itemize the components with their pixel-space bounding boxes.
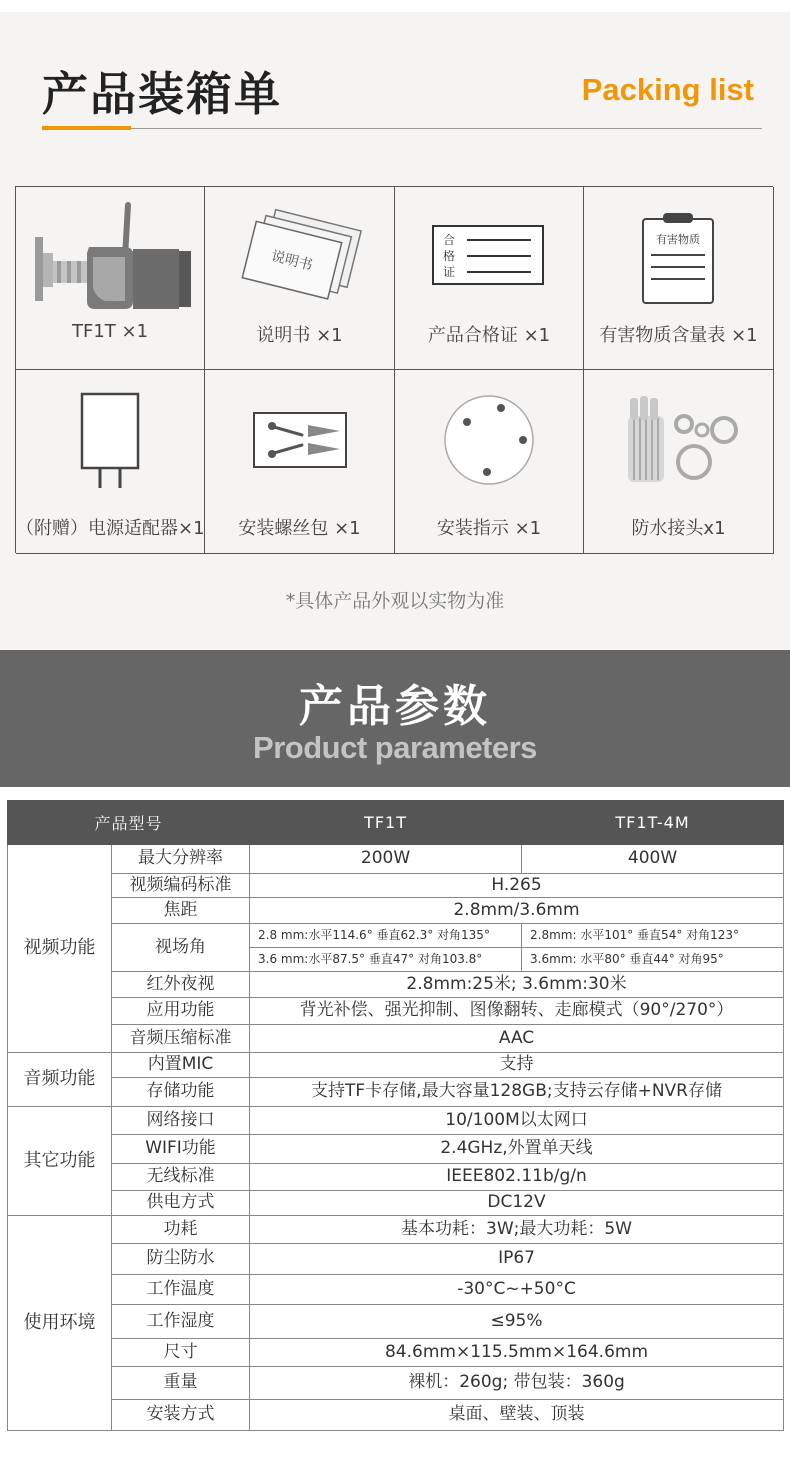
params-title-en: Product parameters: [253, 730, 537, 765]
cert-char-2: 格: [442, 249, 456, 263]
row-name: 焦距: [112, 898, 250, 924]
pack-label: 安装螺丝包 ×1: [238, 518, 361, 539]
table-row: [8, 1244, 784, 1275]
header-model-2: TF1T-4M: [522, 801, 784, 845]
pack-item-power-adapter: [16, 370, 205, 554]
header-model-1: TF1T: [250, 801, 522, 845]
table-header-row: [8, 801, 784, 845]
certificate-icon: [429, 222, 549, 292]
table-row: [8, 998, 784, 1025]
params-title-cn: 产品参数: [299, 681, 491, 732]
group-video: 视频功能: [8, 845, 112, 1053]
row-value: H.265: [250, 874, 784, 898]
row-value: IEEE802.11b/g/n: [250, 1164, 784, 1191]
clipboard-icon-text: 有害物质: [655, 233, 700, 246]
cert-char-1: 合: [442, 233, 456, 247]
row-value: 2.8 mm:水平114.6° 垂直62.3° 对角135°: [250, 924, 522, 948]
row-value: 桌面、壁装、顶装: [250, 1400, 784, 1431]
params-table: [7, 800, 784, 1431]
table-row: [8, 845, 784, 874]
row-name: 功耗: [112, 1216, 250, 1244]
top-strip: [0, 0, 790, 12]
row-name: 音频压缩标准: [112, 1025, 250, 1053]
appearance-note: *具体产品外观以实物为准: [285, 590, 505, 612]
pack-item-waterproof-connector: [584, 370, 774, 554]
row-name: 工作湿度: [112, 1305, 250, 1339]
pack-label: 产品合格证 ×1: [427, 325, 551, 346]
camera-icon: [25, 201, 195, 313]
waterproof-connector-icon: [614, 390, 744, 490]
row-name: 视频编码标准: [112, 874, 250, 898]
row-value: 2.8mm: 水平101° 垂直54° 对角123°: [522, 924, 784, 948]
title-divider: [42, 128, 762, 129]
table-row: [8, 1135, 784, 1164]
row-value: -30°C~+50°C: [250, 1275, 784, 1305]
pack-label: TF1T ×1: [71, 321, 149, 342]
pack-item-camera: [16, 187, 205, 370]
title-accent-bar: [42, 126, 131, 130]
row-name: 网络接口: [112, 1107, 250, 1135]
table-row: [8, 924, 784, 948]
table-row: [8, 874, 784, 898]
row-value: 84.6mm×115.5mm×164.6mm: [250, 1339, 784, 1367]
row-value: AAC: [250, 1025, 784, 1053]
pack-item-install-guide: [395, 370, 584, 554]
row-name: 最大分辨率: [112, 845, 250, 874]
pack-item-manual: [205, 187, 395, 370]
power-adapter-icon: [70, 384, 150, 496]
row-value: ≤95%: [250, 1305, 784, 1339]
pack-label: （附赠）电源适配器×1: [16, 518, 205, 539]
row-value: 背光补偿、强光抑制、图像翻转、走廊模式（90°/270°）: [250, 998, 784, 1025]
row-value: 支持: [250, 1053, 784, 1078]
table-row: [8, 1191, 784, 1216]
table-row: [8, 1400, 784, 1431]
row-value: 2.4GHz,外置单天线: [250, 1135, 784, 1164]
row-name: 红外夜视: [112, 972, 250, 998]
row-value: 2.8mm/3.6mm: [250, 898, 784, 924]
packing-title-en: Packing list: [581, 72, 754, 107]
packing-section: [0, 0, 790, 650]
row-name: 视场角: [112, 924, 250, 972]
manual-icon: [235, 207, 365, 307]
row-value: 3.6 mm:水平87.5° 垂直47° 对角103.8°: [250, 948, 522, 972]
table-row: [8, 1107, 784, 1135]
pack-label: 有害物质含量表 ×1: [599, 325, 758, 346]
group-other: 其它功能: [8, 1107, 112, 1216]
table-row: [8, 1339, 784, 1367]
row-value: 支持TF卡存储,最大容量128GB;支持云存储+NVR存储: [250, 1078, 784, 1107]
group-environment: 使用环境: [8, 1216, 112, 1431]
params-banner: [0, 650, 790, 787]
table-row: [8, 1078, 784, 1107]
table-row: [8, 1216, 784, 1244]
pack-item-certificate: [395, 187, 584, 370]
row-value: 400W: [522, 845, 784, 874]
table-row: [8, 1275, 784, 1305]
row-name: WIFI功能: [112, 1135, 250, 1164]
row-name: 尺寸: [112, 1339, 250, 1367]
group-audio: 音频功能: [8, 1053, 112, 1107]
row-value: 200W: [250, 845, 522, 874]
table-row: [8, 972, 784, 998]
install-template-icon: [439, 390, 539, 490]
row-name: 应用功能: [112, 998, 250, 1025]
row-value: 基本功耗：3W;最大功耗：5W: [250, 1216, 784, 1244]
row-name: 无线标准: [112, 1164, 250, 1191]
cert-char-3: 证: [442, 265, 456, 279]
packing-grid: [15, 186, 773, 553]
row-value: 10/100M以太网口: [250, 1107, 784, 1135]
table-row: [8, 1367, 784, 1400]
row-value: 裸机：260g; 带包装：360g: [250, 1367, 784, 1400]
pack-label: 安装指示 ×1: [436, 518, 542, 539]
clipboard-icon: [639, 209, 719, 305]
row-value: IP67: [250, 1244, 784, 1275]
row-name: 供电方式: [112, 1191, 250, 1216]
screw-pack-icon: [250, 409, 350, 471]
row-value: 2.8mm:25米; 3.6mm:30米: [250, 972, 784, 998]
row-name: 内置MIC: [112, 1053, 250, 1078]
packing-title-cn: 产品装箱单: [42, 67, 282, 121]
pack-item-hazard-table: [584, 187, 774, 370]
table-row: [8, 1025, 784, 1053]
pack-item-screw-pack: [205, 370, 395, 554]
table-row: [8, 1305, 784, 1339]
row-name: 工作温度: [112, 1275, 250, 1305]
row-name: 安装方式: [112, 1400, 250, 1431]
row-value: DC12V: [250, 1191, 784, 1216]
manual-icon-text: 说明书: [268, 248, 314, 274]
row-name: 防尘防水: [112, 1244, 250, 1275]
row-name: 重量: [112, 1367, 250, 1400]
pack-label: 防水接头x1: [631, 518, 726, 539]
table-row: [8, 1053, 784, 1078]
header-model: 产品型号: [8, 801, 250, 845]
row-value: 3.6mm: 水平80° 垂直44° 对角95°: [522, 948, 784, 972]
pack-label: 说明书 ×1: [256, 325, 343, 346]
table-row: [8, 898, 784, 924]
row-name: 存储功能: [112, 1078, 250, 1107]
table-row: [8, 1164, 784, 1191]
